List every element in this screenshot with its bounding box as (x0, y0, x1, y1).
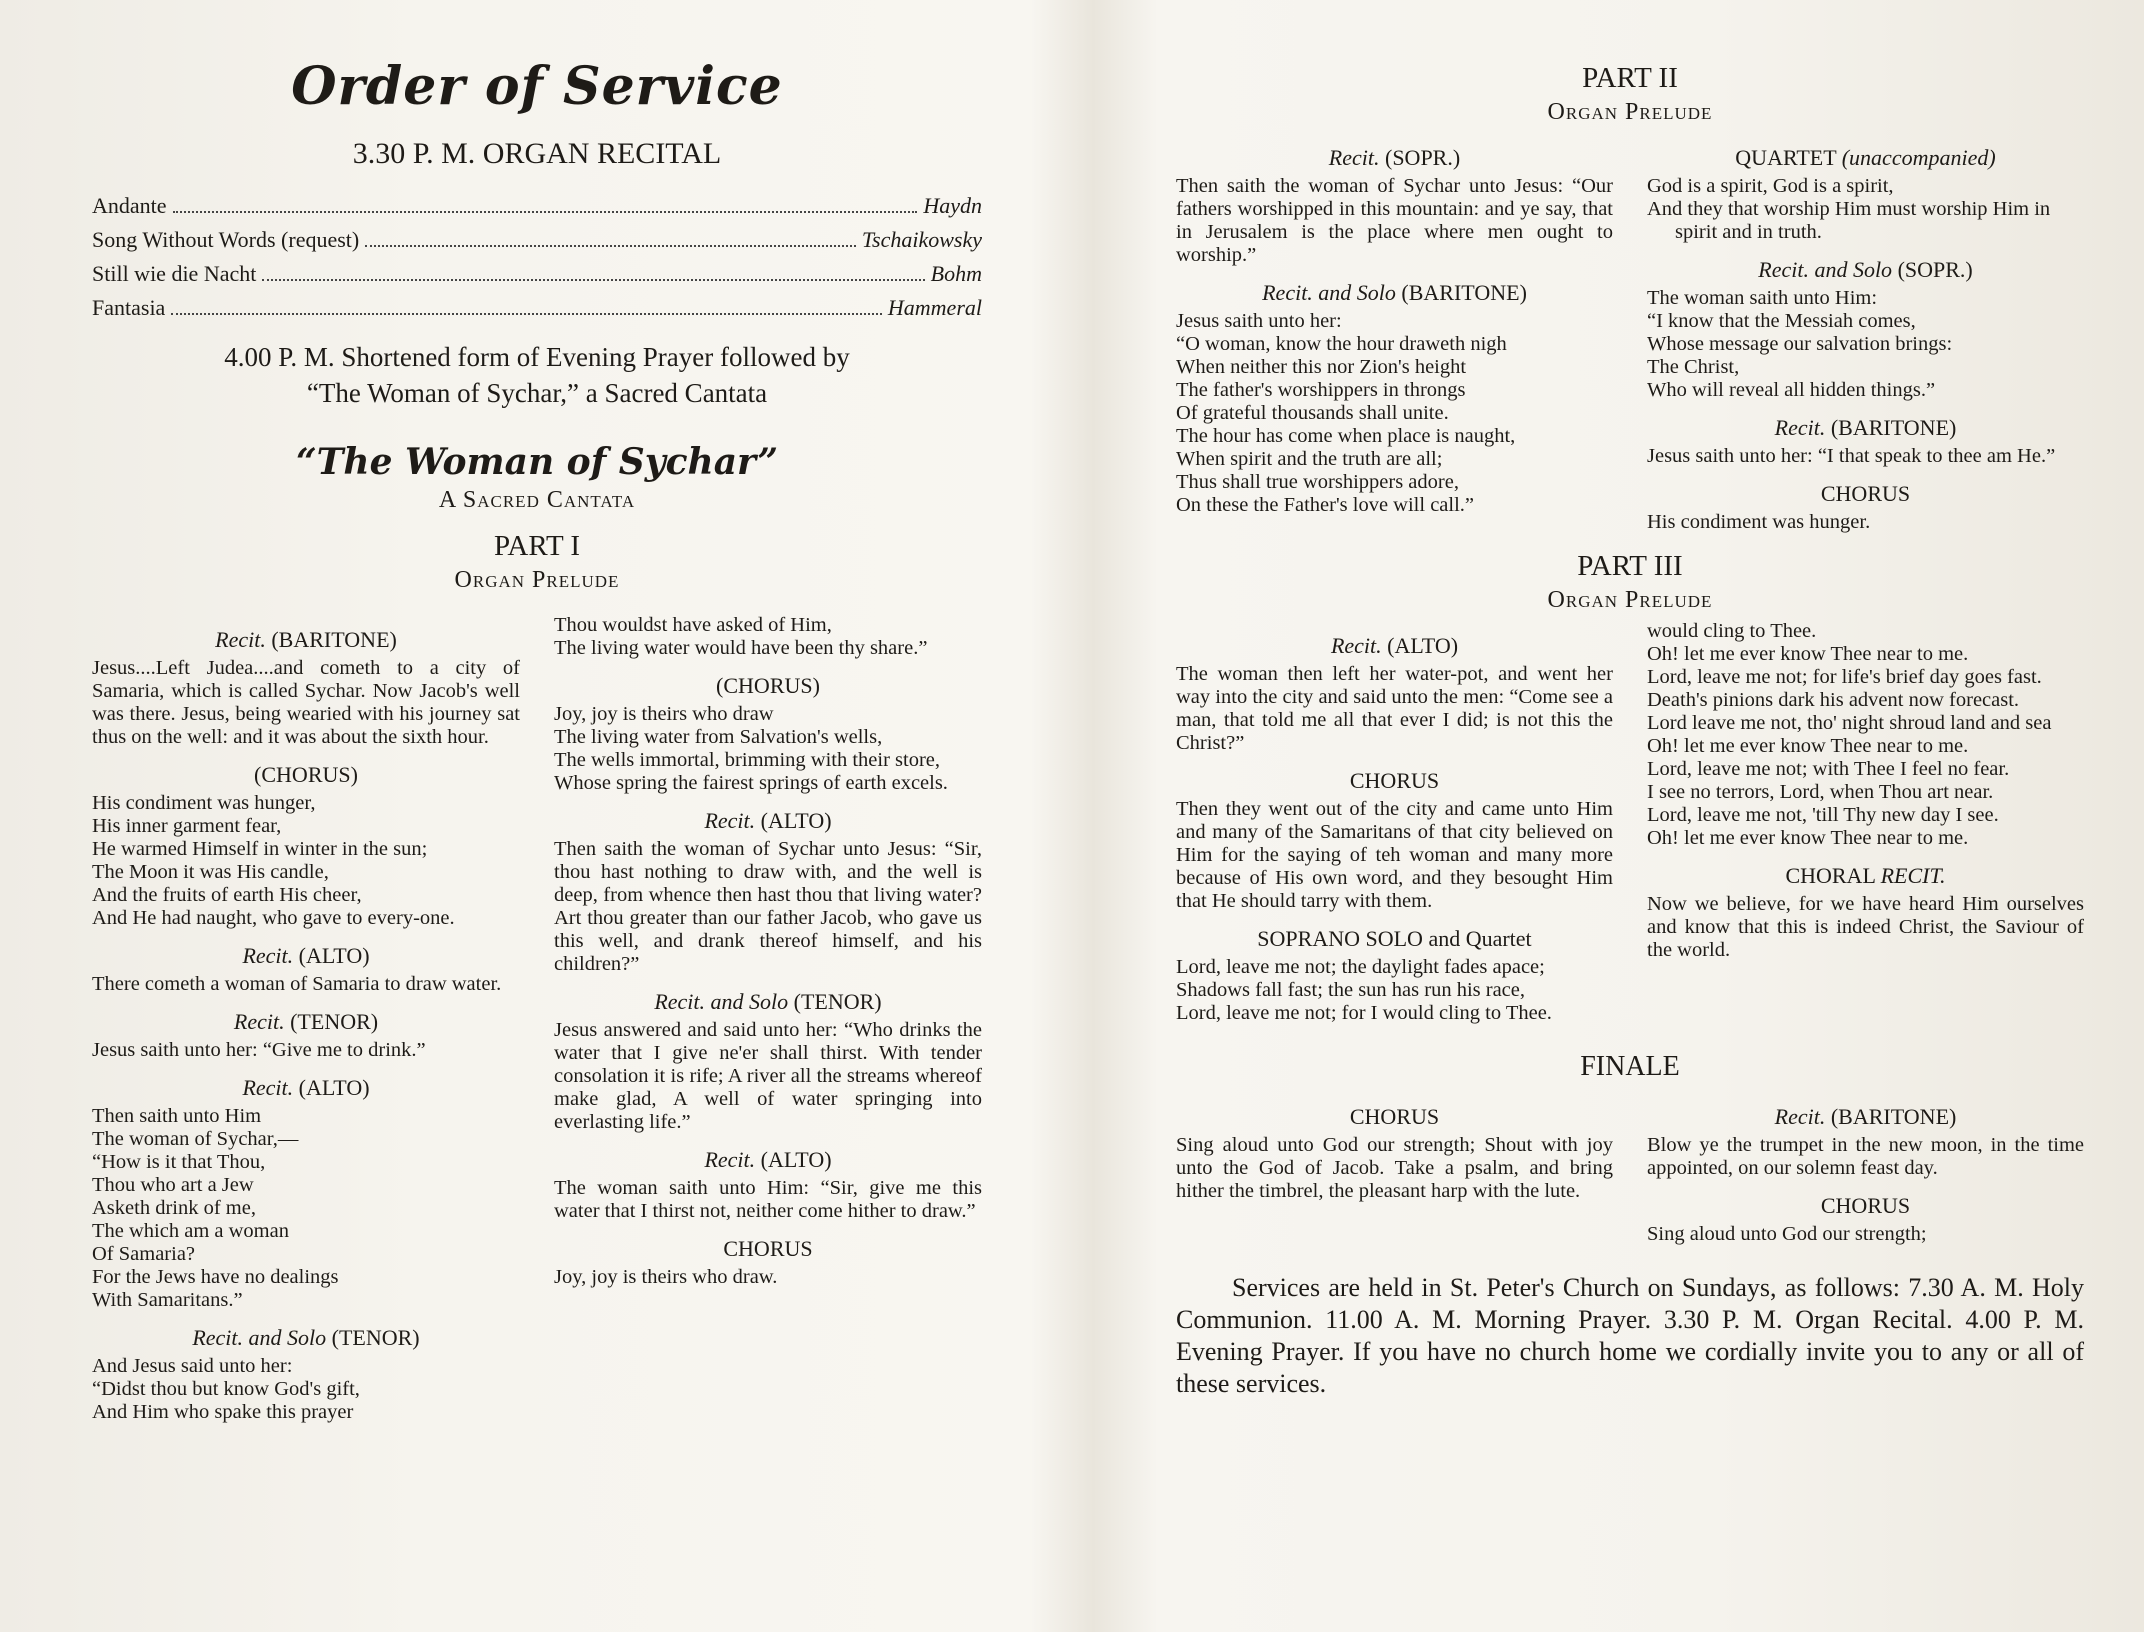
verse-line: Who will reveal all hidden things.” (1647, 379, 1936, 401)
organ-prelude: Organ Prelude (1547, 99, 1713, 125)
text-section (1647, 258, 2084, 402)
verse-line: Shadows fall fast; the sun has run his race, (1176, 979, 1525, 1001)
section-heading: CHORUS (723, 1236, 813, 1261)
program-row (92, 227, 982, 261)
verse-lines (92, 792, 520, 930)
verse-line: And they that worship Him must worship Him in spirit and in truth. (1647, 198, 2056, 243)
verse-line: The hour has come when place is naught, (1176, 425, 1516, 447)
text-section (92, 1010, 520, 1062)
section-text: Sing aloud unto God our strength; Shout with joy unto the God of Jacob. Take a psalm, and bring hither the timbrel, the pleasant harp with the lute. (1176, 1134, 1613, 1202)
program-row (92, 295, 982, 329)
recital-heading: 3.30 P. M. ORGAN RECITAL (352, 137, 722, 170)
verse-line: And Jesus said unto her: (92, 1355, 293, 1377)
program-row (92, 261, 982, 295)
section-heading: Recit. and Solo (TENOR) (654, 989, 882, 1014)
verse-line: Lord, leave me not, 'till Thy new day I see. (1647, 804, 1999, 826)
verse-line: Thou who art a Jew (92, 1174, 254, 1196)
verse-line: Thou wouldst have asked of Him, (554, 614, 832, 636)
finale-column-2 (1647, 1091, 2084, 1246)
verse-line: The living water would have been thy share.” (554, 637, 928, 659)
text-section (92, 1326, 520, 1424)
text-section (1176, 634, 1613, 755)
leader-dots (171, 313, 882, 315)
section-heading: Recit. (BARITONE) (1774, 1104, 1957, 1129)
section-text: The woman saith unto Him: “Sir, give me this water that I thirst not, neither come hither to draw.” (554, 1177, 982, 1222)
section-text: Blow ye the trumpet in the new moon, in the time appointed, on our solemn feast day. (1647, 1134, 2084, 1179)
section-text: There cometh a woman of Samaria to draw water. (92, 973, 502, 995)
text-section (1647, 482, 2084, 534)
verse-line: And Him who spake this prayer (92, 1401, 354, 1423)
section-text: Sing aloud unto God our strength; (1647, 1223, 1927, 1245)
verse-lines (1647, 620, 2084, 850)
verse-line: Whose message our salvation brings: (1647, 333, 1953, 355)
section-heading: CHORAL RECIT. (1785, 863, 1946, 888)
section-heading: Recit. and Solo (TENOR) (192, 1325, 420, 1350)
part2-column-2 (1647, 132, 2084, 534)
services-notice: Services are held in St. Peter's Church on Sundays, as follows: 7.30 A. M. Holy Communion. 11.00 A. M. Morning Prayer. 3.30 P. M. Organ Recital. 4.00 P. M. Evening Prayer. If you have no church home we cordially invite you to any or all of these services. (1176, 1273, 2084, 1398)
section-text: Joy, joy is theirs who draw. (554, 1266, 778, 1288)
section-heading: Recit. (ALTO) (704, 808, 832, 833)
verse-line: The woman saith unto Him: (1647, 287, 1878, 309)
verse-line: Asketh drink of me, (92, 1197, 256, 1219)
section-heading: CHORUS (1349, 768, 1440, 793)
verse-line: Lord, leave me not; for life's brief day goes fast. (1647, 666, 2042, 688)
text-section (1176, 1105, 1613, 1203)
verse-line: His condiment was hunger, (92, 792, 316, 814)
section-text: Jesus....Left Judea....and cometh to a city of Samaria, which is called Sychar. Now Jacob's well was there. Jesus, being wearied with his journey sat thus on the well: and it was about the sixth hour. (92, 657, 520, 748)
program-row (92, 193, 982, 227)
section-heading: Recit. (ALTO) (704, 1147, 832, 1172)
verse-line: “How is it that Thou, (92, 1151, 266, 1173)
evening-prayer-note: 4.00 P. M. Shortened form of Evening Prayer followed by “The Woman of Sychar,” a Sacred Cantata (224, 342, 850, 408)
finale-columns (1176, 1091, 2084, 1246)
verse-line: The Christ, (1647, 356, 1740, 378)
verse-line: Whose spring the fairest springs of earth excels. (554, 772, 948, 794)
section-heading: CHORUS (1820, 1193, 1911, 1218)
part3-column-2 (1647, 620, 2084, 1025)
verse-line: Lord leave me not, tho' night shroud land and sea (1647, 712, 2052, 734)
text-section (1647, 1194, 2084, 1246)
section-heading: Recit. (BARITONE) (1774, 415, 1957, 440)
section-text: Jesus saith unto her: “I that speak to thee am He.” (1647, 445, 2056, 467)
text-section (1176, 146, 1613, 267)
section-heading: (CHORUS) (254, 762, 358, 787)
verse-line: God is a spirit, God is a spirit, (1647, 175, 1894, 197)
verse-line: Then saith unto Him (92, 1105, 262, 1127)
verse-line: Lord, leave me not; the daylight fades apace; (1176, 956, 1545, 978)
text-section (1176, 281, 1613, 517)
text-section (1647, 146, 2084, 244)
verse-lines (92, 1105, 520, 1312)
verse-line: When neither this nor Zion's height (1176, 356, 1467, 378)
text-section (1176, 769, 1613, 913)
leader-dots (262, 279, 924, 281)
verse-line: With Samaritans.” (92, 1289, 243, 1311)
recital-program (92, 193, 982, 329)
text-section (1647, 864, 2084, 962)
section-heading: Recit. (SOPR.) (1328, 145, 1461, 170)
section-heading: Recit. (ALTO) (1330, 633, 1459, 658)
part2-column-1 (1176, 132, 1613, 534)
page-title: Order of Service (291, 56, 783, 117)
text-section (554, 614, 982, 660)
text-section (554, 1237, 982, 1289)
part3-columns (1176, 620, 2084, 1025)
composer-name: Hammeral (887, 295, 982, 320)
section-text: Then they went out of the city and came unto Him and many of the Samaritans of that city believed on Him for the saying of teh woman and many more because of His own word, and they besought Him that He should tarry with them. (1176, 798, 1613, 912)
section-text: Then saith the woman of Sychar unto Jesus: “Our fathers worshipped in this mountain: and ye say, that in Jerusalem is the place where men ought to worship.” (1176, 175, 1613, 266)
cantata-title: “The Woman of Sychar” (295, 441, 779, 483)
section-text: Jesus answered and said unto her: “Who drinks the water that I give ne'er shall thirst. With tender consolation it is rife; A river all the streams whereof make glad, A well of water springing into everlasting life.” (554, 1019, 982, 1133)
finale-column-1 (1176, 1091, 1613, 1246)
verse-lines (554, 703, 982, 795)
section-heading: Recit. (ALTO) (242, 943, 370, 968)
verse-line: Death's pinions dark his advent now forecast. (1647, 689, 2020, 711)
part2-columns (1176, 132, 2084, 534)
verse-line: Oh! let me ever know Thee near to me. (1647, 735, 1969, 757)
section-text: His condiment was hunger. (1647, 511, 1871, 533)
verse-lines (1647, 175, 2084, 244)
verse-lines (1176, 310, 1613, 517)
organ-prelude: Organ Prelude (454, 567, 620, 593)
verse-line: Thus shall true worshippers adore, (1176, 471, 1459, 493)
section-heading: Recit. (BARITONE) (215, 627, 397, 652)
section-heading: Recit. and Solo (BARITONE) (1262, 280, 1527, 305)
composer-name: Tschaikowsky (861, 227, 982, 252)
right-page (1072, 0, 2144, 1632)
text-section (1647, 620, 2084, 850)
text-section (92, 763, 520, 930)
text-section (1647, 1105, 2084, 1180)
section-text: Then saith the woman of Sychar unto Jesus: “Sir, thou hast nothing to draw with, and the well is deep, from whence then hast thou that living water? Art thou greater than our father Jacob, who gave us this well, and drank thereof himself, and his children?” (554, 838, 982, 975)
verse-line: Lord, leave me not; with Thee I feel no fear. (1647, 758, 2010, 780)
part3-column-1 (1176, 620, 1613, 1025)
verse-line: The which am a woman (92, 1220, 289, 1242)
verse-line: For the Jews have no dealings (92, 1266, 339, 1288)
piece-name: Song Without Words (request) (92, 227, 360, 252)
section-heading: QUARTET (unaccompanied) (1735, 145, 1996, 170)
part-heading: PART III (1577, 550, 1683, 582)
text-section (554, 1148, 982, 1223)
verse-line: And the fruits of earth His cheer, (92, 884, 362, 906)
text-section (1647, 416, 2084, 468)
section-heading: Recit. (ALTO) (242, 1075, 370, 1100)
composer-name: Haydn (923, 193, 982, 218)
leader-dots (173, 211, 918, 213)
verse-line: “O woman, know the hour draweth nigh (1176, 333, 1507, 355)
verse-lines (554, 614, 982, 660)
text-section (92, 1076, 520, 1312)
verse-line: On these the Father's love will call.” (1176, 494, 1475, 516)
verse-line: Of Samaria? (92, 1243, 196, 1265)
part-heading: PART II (1582, 62, 1678, 94)
verse-line: Lord, leave me not; for I would cling to Thee. (1176, 1002, 1552, 1024)
verse-line: When spirit and the truth are all; (1176, 448, 1443, 470)
verse-line: “I know that the Messiah comes, (1647, 310, 1916, 332)
cantata-subtitle: A Sacred Cantata (438, 487, 636, 513)
piece-name: Fantasia (92, 295, 166, 320)
part1-column-2 (554, 614, 982, 1424)
verse-line: “Didst thou but know God's gift, (92, 1378, 360, 1400)
section-heading: (CHORUS) (716, 673, 820, 698)
verse-lines (92, 1355, 520, 1424)
verse-line: The wells immortal, brimming with their store, (554, 749, 941, 771)
text-section (92, 944, 520, 996)
section-text: Now we believe, for we have heard Him ourselves and know that this is indeed Christ, the Saviour of the world. (1647, 893, 2084, 961)
verse-line: would cling to Thee. (1647, 620, 1817, 642)
finale-heading: FINALE (1580, 1051, 1680, 1082)
piece-name: Andante (92, 193, 167, 218)
verse-lines (1647, 287, 2084, 402)
part1-columns (92, 614, 982, 1424)
section-heading: Recit. (TENOR) (233, 1009, 379, 1034)
verse-line: Oh! let me ever know Thee near to me. (1647, 643, 1969, 665)
verse-line: The living water from Salvation's wells, (554, 726, 883, 748)
verse-line: Of grateful thousands shall unite. (1176, 402, 1449, 424)
verse-line: He warmed Himself in winter in the sun; (92, 838, 428, 860)
leader-dots (365, 245, 856, 247)
text-section (92, 628, 520, 749)
piece-name: Still wie die Nacht (92, 261, 257, 286)
part-heading: PART I (493, 530, 581, 562)
verse-line: His inner garment fear, (92, 815, 282, 837)
section-text: Jesus saith unto her: “Give me to drink.” (92, 1039, 426, 1061)
text-section (554, 674, 982, 795)
section-heading: CHORUS (1349, 1104, 1440, 1129)
verse-line: Oh! let me ever know Thee near to me. (1647, 827, 1969, 849)
verse-line: The father's worshippers in throngs (1176, 379, 1466, 401)
composer-name: Bohm (930, 261, 982, 286)
text-section (554, 809, 982, 976)
verse-line: The woman of Sychar,— (92, 1128, 299, 1150)
section-heading: SOPRANO SOLO and Quartet (1257, 926, 1532, 951)
part1-column-1 (92, 614, 520, 1424)
organ-prelude: Organ Prelude (1547, 587, 1713, 613)
section-heading: Recit. and Solo (SOPR.) (1758, 257, 1973, 282)
verse-lines (1176, 956, 1613, 1025)
verse-line: The Moon it was His candle, (92, 861, 329, 883)
text-section (1176, 927, 1613, 1025)
section-text: The woman then left her water-pot, and went her way into the city and said unto the men: “Come see a man, that told me all that ever I did; is not this the Christ?” (1176, 663, 1613, 754)
verse-line: I see no terrors, Lord, when Thou art near. (1647, 781, 1994, 803)
text-section (554, 990, 982, 1134)
verse-line: And He had naught, who gave to every-one. (92, 907, 455, 929)
verse-line: Jesus saith unto her: (1176, 310, 1342, 332)
verse-line: Joy, joy is theirs who draw (554, 703, 774, 725)
section-heading: CHORUS (1820, 481, 1911, 506)
